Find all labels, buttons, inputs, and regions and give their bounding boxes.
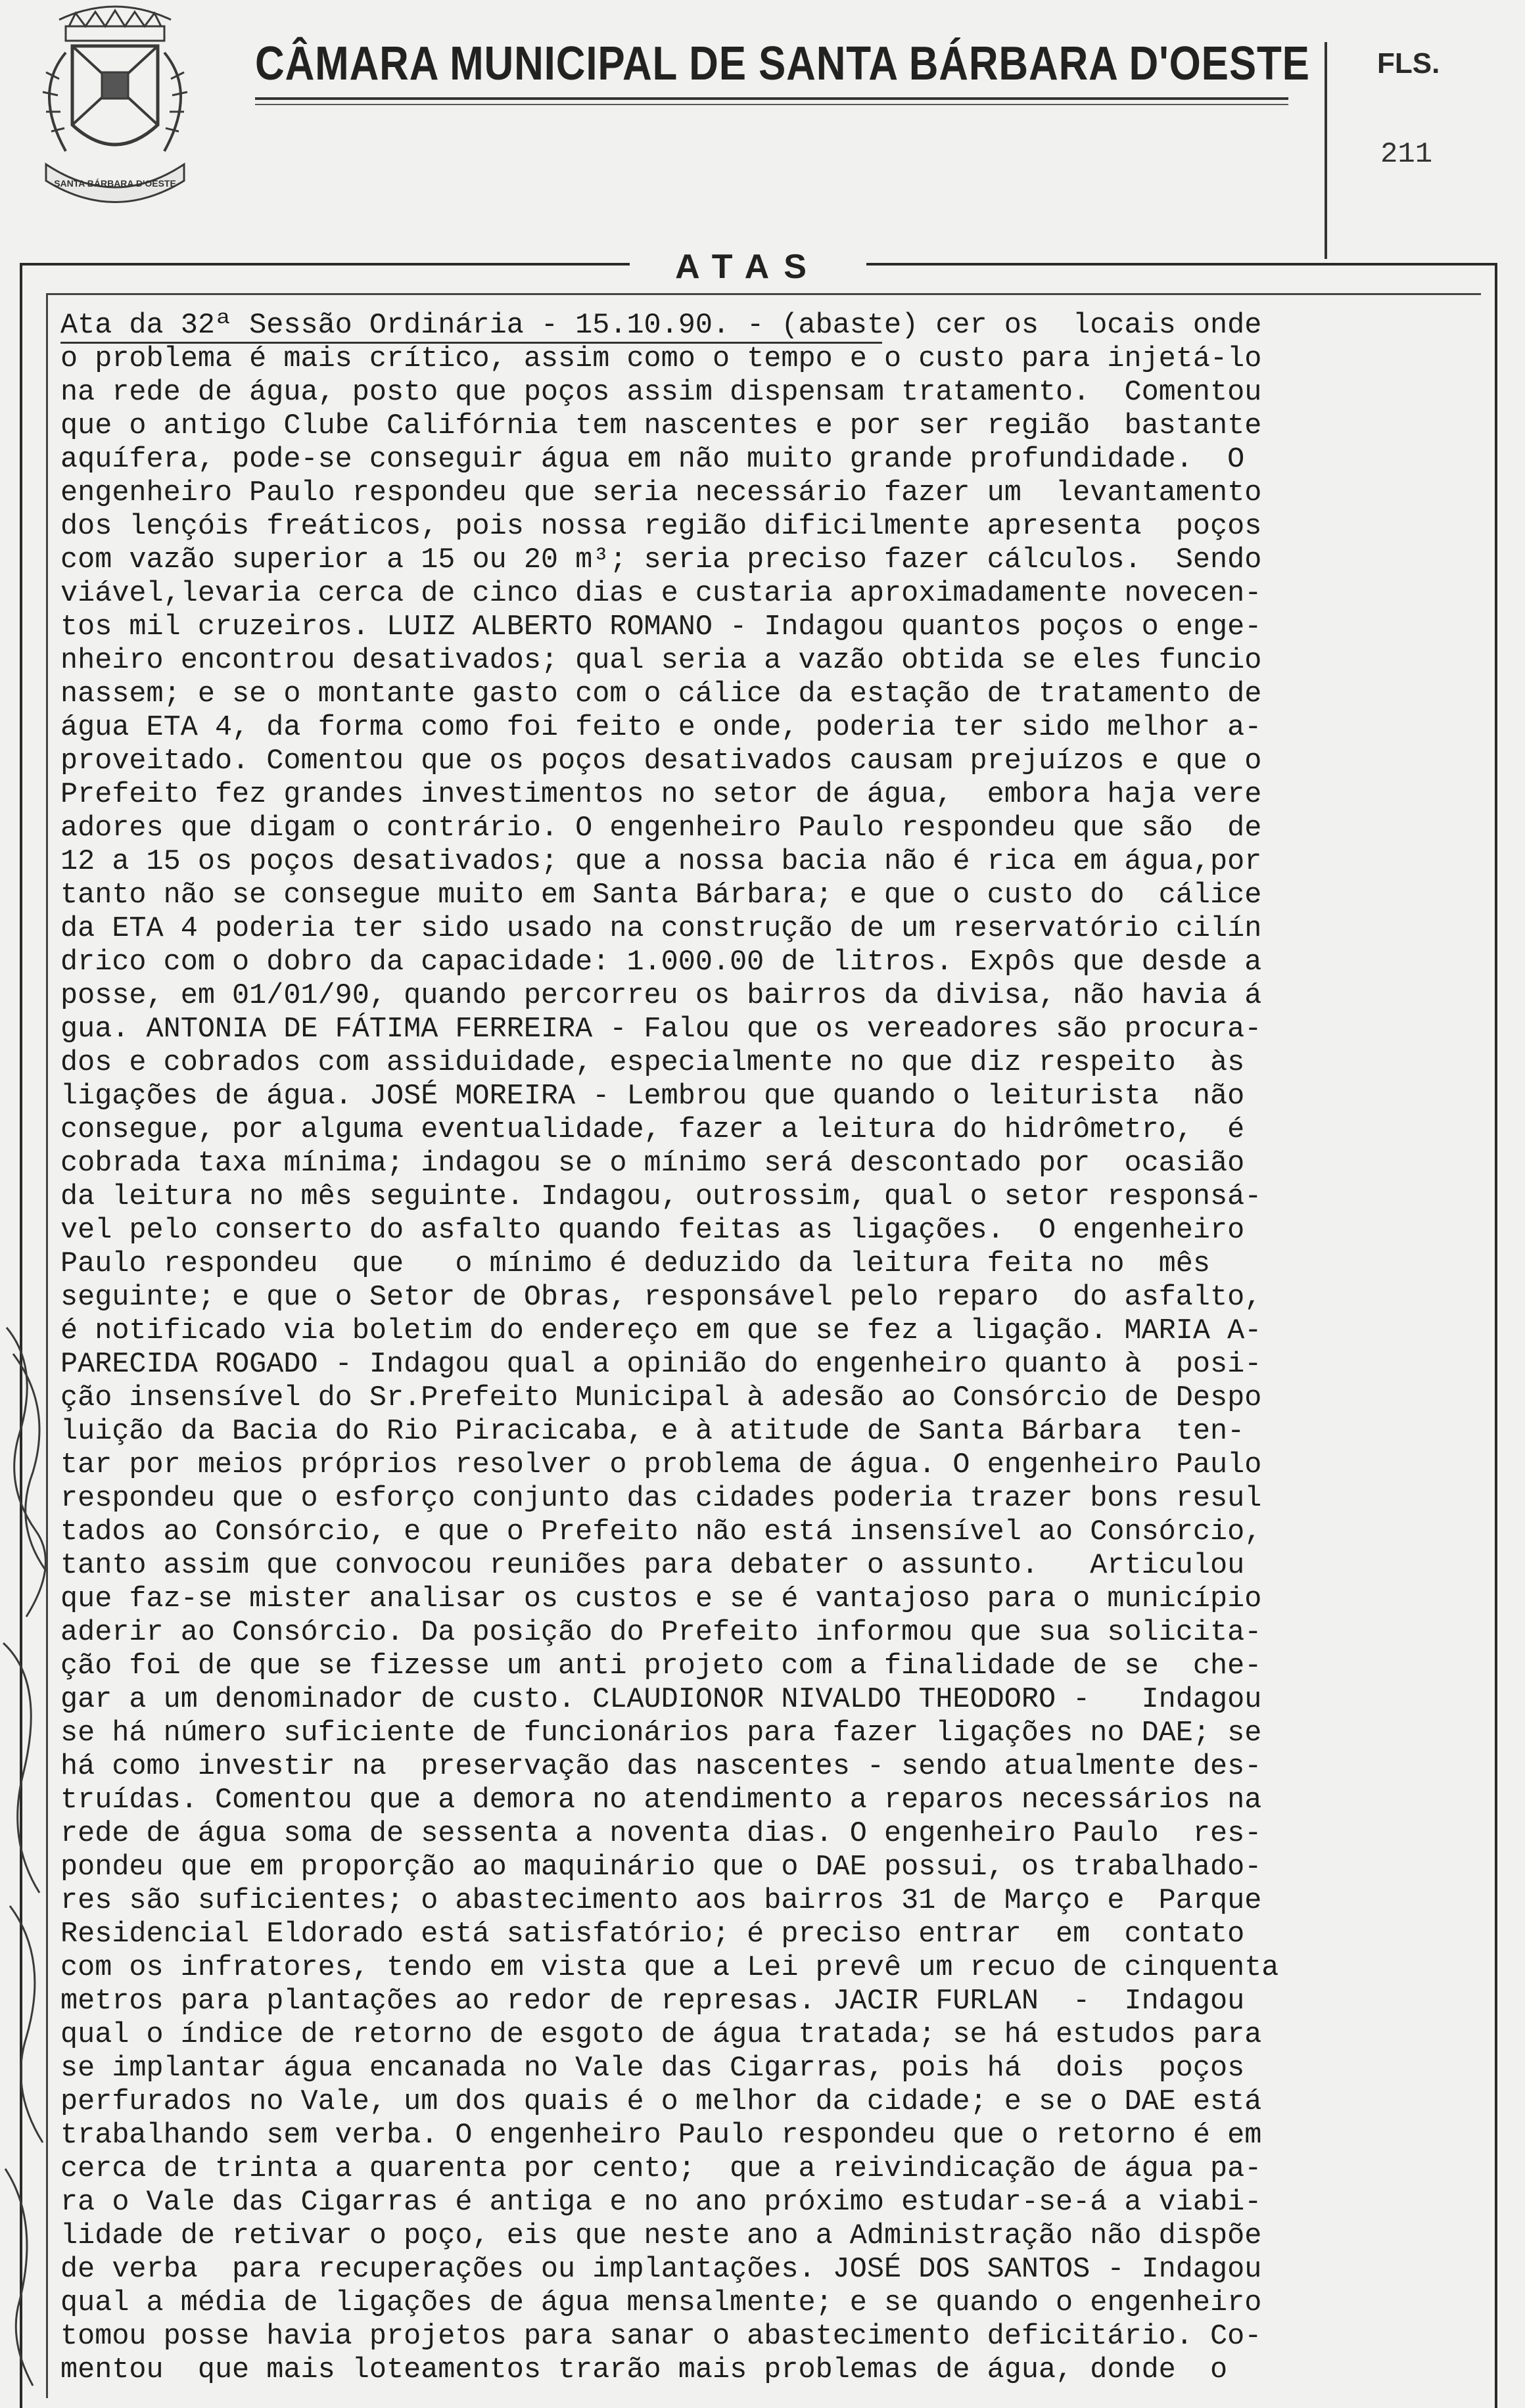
minutes-line: rede de água soma de sessenta a noventa dias. O engenheiro Paulo res- — [60, 1818, 1262, 1850]
minutes-line: com os infratores, tendo em vista que a Lei prevê um recuo de cinquenta — [60, 1952, 1279, 1984]
minutes-line: aquífera, pode-se conseguir água em não muito grande profundidade. O — [60, 444, 1245, 476]
minutes-line: perfurados no Vale, um dos quais é o melhor da cidade; e se o DAE está — [60, 2086, 1262, 2118]
minutes-line: na rede de água, posto que poços assim dispensam tratamento. Comentou — [60, 377, 1262, 409]
minutes-line: da ETA 4 poderia ter sido usado na construção de um reservatório cilín — [60, 913, 1262, 945]
minutes-line: gua. ANTONIA DE FÁTIMA FERREIRA - Falou que os vereadores são procura- — [60, 1013, 1262, 1046]
minutes-line: nassem; e se o montante gasto com o cálice da estação de tratamento de — [60, 678, 1262, 710]
municipal-seal — [20, 0, 210, 204]
minutes-line: nheiro encontrou desativados; qual seria a vazão obtida se eles funcio — [60, 645, 1262, 677]
minutes-line: ligações de água. JOSÉ MOREIRA - Lembrou que quando o leiturista não — [60, 1080, 1245, 1113]
section-label: ATAS — [630, 247, 866, 287]
title-rule — [255, 97, 1288, 100]
minutes-line: truídas. Comentou que a demora no atendimento a reparos necessários na — [60, 1784, 1262, 1817]
minutes-line: vel pelo conserto do asfalto quando feitas as ligações. O engenheiro — [60, 1215, 1245, 1247]
minutes-line: ção foi de que se fizesse um anti projeto com a finalidade de se che- — [60, 1650, 1262, 1682]
minutes-line: res são suficientes; o abastecimento aos bairros 31 de Março e Parque — [60, 1885, 1262, 1917]
minutes-line: se há número suficiente de funcionários para fazer ligações no DAE; se — [60, 1717, 1262, 1749]
header-divider — [1325, 42, 1327, 259]
minutes-line: é notificado via boletim do endereço em que se fez a ligação. MARIA A- — [60, 1315, 1262, 1347]
minutes-line: ção insensível do Sr.Prefeito Municipal à adesão ao Consórcio de Despo — [60, 1382, 1262, 1414]
minutes-line: tos mil cruzeiros. LUIZ ALBERTO ROMANO - Indagou quantos poços o enge- — [60, 611, 1262, 643]
minutes-line: adores que digam o contrário. O engenheiro Paulo respondeu que são de — [60, 812, 1262, 845]
minutes-line: Paulo respondeu que o mínimo é deduzido da leitura feita no mês — [60, 1248, 1210, 1280]
minutes-line: dos e cobrados com assiduidade, especialmente no que diz respeito às — [60, 1047, 1245, 1079]
minutes-line: com vazão superior a 15 ou 20 m³; seria preciso fazer cálculos. Sendo — [60, 544, 1262, 576]
minutes-line: tanto assim que convocou reuniões para debater o assunto. Articulou — [60, 1550, 1245, 1582]
seal-motto: SANTA BÁRBARA D'OESTE — [54, 178, 176, 189]
minutes-line: de verba para recuperações ou implantações. JOSÉ DOS SANTOS - Indagou — [60, 2254, 1262, 2286]
organization-title: CÂMARA MUNICIPAL DE SANTA BÁRBARA D'OESTE — [255, 37, 1310, 90]
minutes-line: há como investir na preservação das nascentes - sendo atualmente des- — [60, 1751, 1262, 1783]
minutes-line: viável,levaria cerca de cinco dias e custaria aproximadamente novecen- — [60, 578, 1262, 610]
title-rule-thin — [255, 104, 1288, 105]
minutes-line: posse, em 01/01/90, quando percorreu os bairros da divisa, não havia á — [60, 980, 1262, 1012]
minutes-line: da leitura no mês seguinte. Indagou, outrossim, qual o setor responsá- — [60, 1181, 1262, 1213]
fls-label: FLS. — [1377, 47, 1440, 80]
minutes-line: Residencial Eldorado está satisfatório; é preciso entrar em contato — [60, 1918, 1245, 1951]
minutes-line: se implantar água encanada no Vale das Cigarras, pois há dois poços — [60, 2052, 1245, 2085]
minutes-line: Ata da 32ª Sessão Ordinária - 15.10.90. - (abaste) cer os locais onde — [60, 310, 1262, 342]
minutes-line: gar a um denominador de custo. CLAUDIONOR NIVALDO THEODORO - Indagou — [60, 1684, 1262, 1716]
minutes-line: 12 a 15 os poços desativados; que a nossa bacia não é rica em água,por — [60, 846, 1262, 878]
minutes-line: trabalhando sem verba. O engenheiro Paulo respondeu que o retorno é em — [60, 2119, 1262, 2152]
minutes-line: proveitado. Comentou que os poços desativados causam prejuízos e que o — [60, 745, 1262, 777]
minutes-line: Prefeito fez grandes investimentos no setor de água, embora haja vere — [60, 779, 1262, 811]
minutes-line: que faz-se mister analisar os custos e se é vantajoso para o município — [60, 1583, 1262, 1615]
minutes-line: água ETA 4, da forma como foi feito e onde, poderia ter sido melhor a- — [60, 712, 1262, 744]
minutes-line: qual o índice de retorno de esgoto de água tratada; se há estudos para — [60, 2019, 1262, 2051]
minutes-line: tados ao Consórcio, e que o Prefeito não está insensível ao Consórcio, — [60, 1516, 1262, 1548]
minutes-line: metros para plantações ao redor de represas. JACIR FURLAN - Indagou — [60, 1985, 1245, 2018]
minutes-line: aderir ao Consórcio. Da posição do Prefeito informou que sua solicita- — [60, 1617, 1262, 1649]
minutes-line: o problema é mais crítico, assim como o tempo e o custo para injetá-lo — [60, 343, 1262, 375]
margin-signature — [0, 1314, 72, 2395]
minutes-line: PARECIDA ROGADO - Indagou qual a opinião do engenheiro quanto à posi- — [60, 1349, 1262, 1381]
minutes-line: qual a média de ligações de água mensalmente; e se quando o engenheiro — [60, 2287, 1262, 2319]
minutes-body — [60, 309, 1480, 2387]
minutes-line: ra o Vale das Cigarras é antiga e no ano próximo estudar-se-á a viabi- — [60, 2187, 1262, 2219]
minutes-line: engenheiro Paulo respondeu que seria necessário fazer um levantamento — [60, 477, 1262, 509]
minutes-line: dos lençóis freáticos, pois nossa região dificilmente apresenta poços — [60, 511, 1262, 543]
page-number: 211 — [1380, 138, 1433, 171]
minutes-line: luição da Bacia do Rio Piracicaba, e à atitude de Santa Bárbara ten- — [60, 1416, 1245, 1448]
minutes-line: respondeu que o esforço conjunto das cidades poderia trazer bons resul — [60, 1483, 1262, 1515]
minutes-line: seguinte; e que o Setor de Obras, responsável pelo reparo do asfalto, — [60, 1282, 1262, 1314]
minutes-line: cobrada taxa mínima; indagou se o mínimo será descontado por ocasião — [60, 1147, 1245, 1180]
minutes-line: drico com o dobro da capacidade: 1.000.00 de litros. Expôs que desde a — [60, 946, 1262, 979]
minutes-line: consegue, por alguma eventualidade, fazer a leitura do hidrômetro, é — [60, 1114, 1245, 1146]
minutes-line: que o antigo Clube Califórnia tem nascentes e por ser região bastante — [60, 410, 1262, 442]
minutes-line: mentou que mais loteamentos trarão mais problemas de água, donde o — [60, 2354, 1228, 2386]
minutes-line: tanto não se consegue muito em Santa Bárbara; e que o custo do cálice — [60, 879, 1262, 912]
minutes-line: pondeu que em proporção ao maquinário que o DAE possui, os trabalhado- — [60, 1851, 1262, 1884]
minutes-line: cerca de trinta a quarenta por cento; que a reivindicação de água pa- — [60, 2153, 1262, 2185]
minutes-line: tomou posse havia projetos para sanar o abastecimento deficitário. Co- — [60, 2321, 1262, 2353]
minutes-line: tar por meios próprios resolver o problema de água. O engenheiro Paulo — [60, 1449, 1262, 1481]
minutes-line: lidade de retivar o poço, eis que neste ano a Administração não dispõe — [60, 2220, 1262, 2252]
